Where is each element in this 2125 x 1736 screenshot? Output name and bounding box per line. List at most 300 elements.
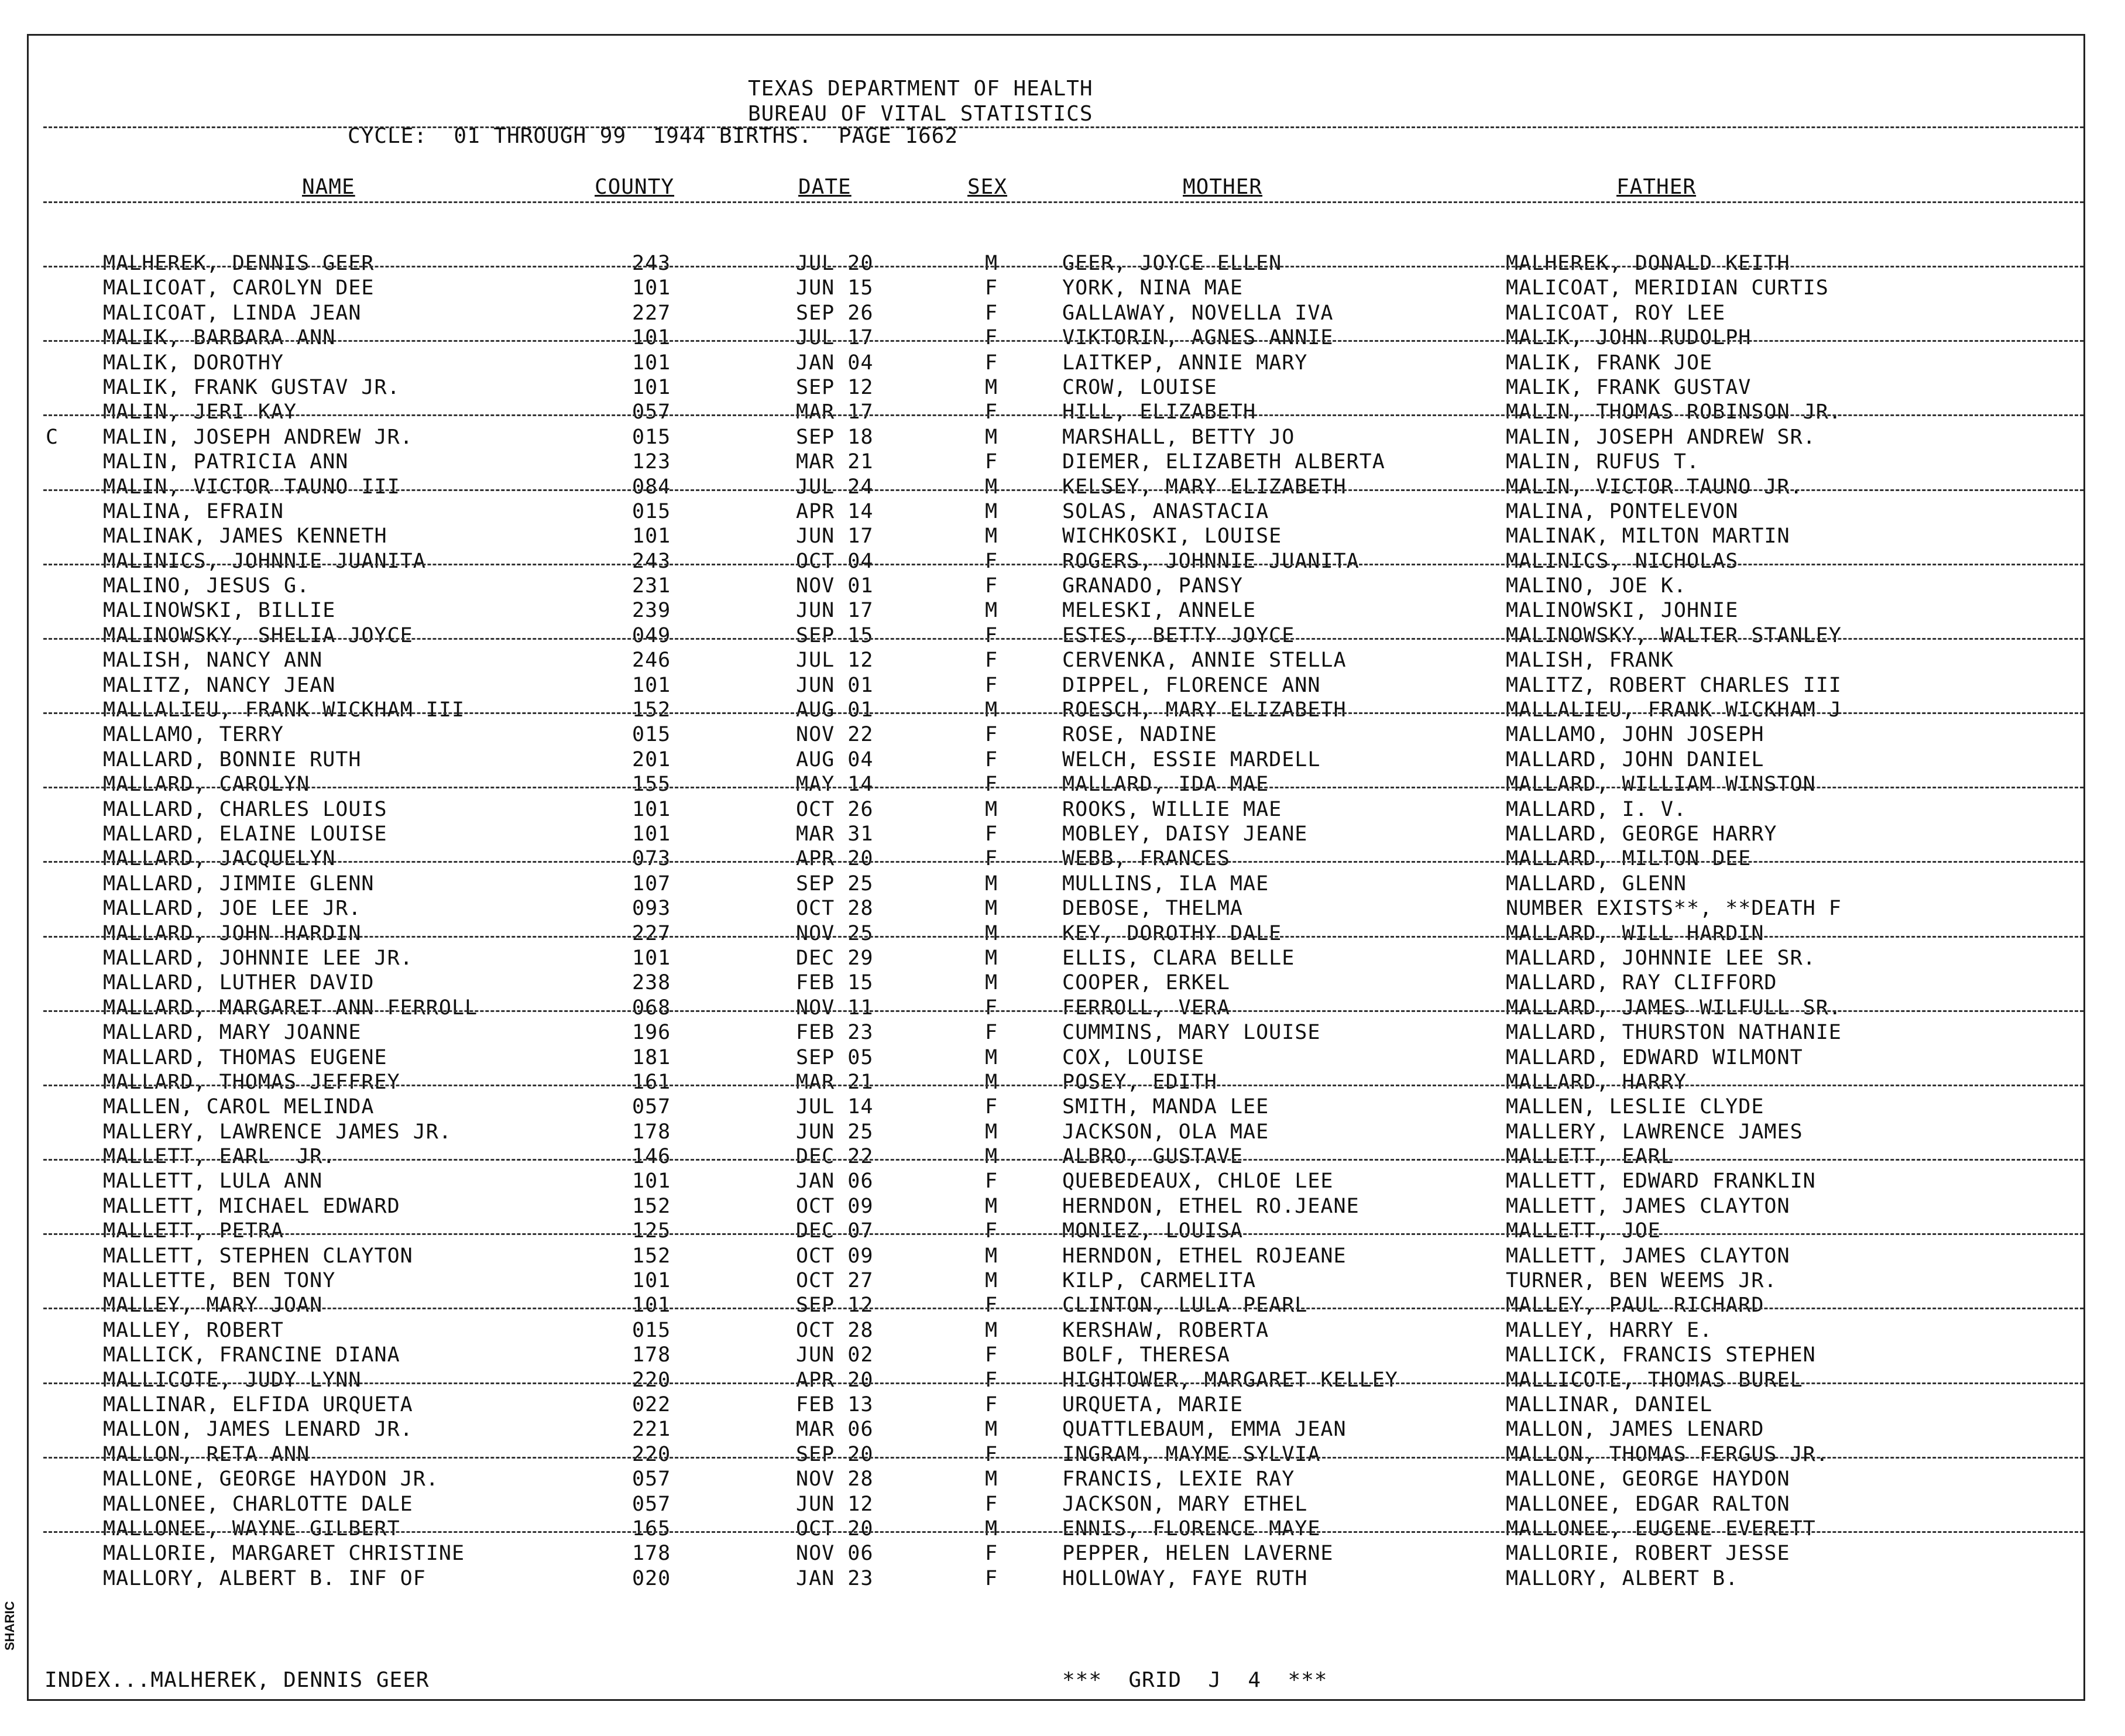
record-sex: F	[985, 1343, 998, 1367]
record-sex: F	[985, 1492, 998, 1516]
record-mother: MULLINS, ILA MAE	[1062, 872, 1269, 896]
record-name: MALLARD, BONNIE RUTH	[103, 747, 362, 771]
record-father: MALLARD, GEORGE HARRY	[1506, 822, 1777, 846]
record-mother: MALLARD, IDA MAE	[1062, 773, 1269, 797]
record-name: MALLETT, PETRA	[103, 1219, 284, 1243]
record-county: 101	[632, 375, 671, 399]
record-date: JUN 17	[796, 599, 874, 623]
record-row	[0, 500, 2125, 524]
record-name: MALLARD, JIMMIE GLENN	[103, 872, 375, 896]
record-mother: ENNIS, FLORENCE MAYE	[1062, 1517, 1321, 1541]
record-county: 101	[632, 351, 671, 375]
record-name: MALLEN, CAROL MELINDA	[103, 1095, 375, 1119]
record-sex: F	[985, 996, 998, 1020]
record-row	[0, 872, 2125, 897]
record-row	[0, 1368, 2125, 1393]
record-mother: LAITKEP, ANNIE MARY	[1062, 351, 1308, 375]
record-sex: F	[985, 351, 998, 375]
record-sex: F	[985, 1095, 998, 1119]
record-sex: F	[985, 649, 998, 673]
record-mother: MELESKI, ANNELE	[1062, 599, 1257, 623]
record-row	[0, 276, 2125, 301]
record-father: MALIN, THOMAS ROBINSON JR.	[1506, 400, 1842, 424]
record-name: MALLARD, JACQUELYN	[103, 847, 336, 871]
record-county: 152	[632, 1244, 671, 1268]
record-row	[0, 748, 2125, 773]
row-group-divider	[43, 787, 2083, 788]
record-date: JUL 17	[796, 326, 874, 350]
record-sex: M	[985, 252, 998, 275]
record-county: 015	[632, 499, 671, 523]
record-flag: C	[46, 425, 59, 449]
record-sex: M	[985, 1244, 998, 1268]
record-county: 161	[632, 1070, 671, 1094]
record-row	[0, 574, 2125, 599]
record-name: MALLARD, JOE LEE JR.	[103, 897, 362, 921]
record-sex: F	[985, 1294, 998, 1318]
record-name: MALICOAT, CAROLYN DEE	[103, 276, 375, 300]
record-sex: F	[985, 1442, 998, 1466]
record-mother: ROOKS, WILLIE MAE	[1062, 797, 1282, 821]
column-header-sex: SEX	[967, 175, 1008, 199]
record-father: MALLETT, JAMES CLAYTON	[1506, 1194, 1790, 1218]
record-county: 101	[632, 276, 671, 300]
record-name: MALLONE, GEORGE HAYDON JR.	[103, 1467, 439, 1491]
header-cycle: CYCLE: 01 THROUGH 99 1944 BIRTHS. PAGE 1662	[348, 124, 958, 148]
record-mother: CLINTON, LULA PEARL	[1062, 1294, 1308, 1318]
record-father: MALITZ, ROBERT CHARLES III	[1506, 673, 1842, 697]
record-sex: M	[985, 872, 998, 896]
record-name: MALIN, PATRICIA ANN	[103, 450, 349, 474]
record-name: MALLICK, FRANCINE DIANA	[103, 1343, 400, 1367]
record-name: MALLARD, JOHN HARDIN	[103, 921, 362, 945]
record-date: AUG 04	[796, 747, 874, 771]
record-row	[0, 524, 2125, 549]
record-sex: M	[985, 1194, 998, 1218]
record-father: MALISH, FRANK	[1506, 649, 1674, 673]
record-row	[0, 1219, 2125, 1244]
record-sex: M	[985, 698, 998, 722]
record-row	[0, 1120, 2125, 1145]
record-row	[0, 1443, 2125, 1467]
record-row	[0, 599, 2125, 623]
record-date: MAR 21	[796, 1070, 874, 1094]
record-row	[0, 450, 2125, 475]
record-father: MALLEY, PAUL RICHARD	[1506, 1294, 1764, 1318]
record-name: MALLARD, CAROLYN	[103, 773, 310, 797]
record-date: SEP 05	[796, 1045, 874, 1069]
record-sex: M	[985, 1467, 998, 1491]
record-name: MALLEY, ROBERT	[103, 1318, 284, 1342]
record-name: MALLARD, JOHNNIE LEE JR.	[103, 946, 413, 970]
record-name: MALLINAR, ELFIDA URQUETA	[103, 1392, 413, 1416]
record-mother: BOLF, THERESA	[1062, 1343, 1230, 1367]
record-row	[0, 1169, 2125, 1194]
row-group-divider	[43, 936, 2083, 938]
record-mother: INGRAM, MAYME SYLVIA	[1062, 1442, 1321, 1466]
record-father: MALLARD, JAMES WILFULL SR.	[1506, 996, 1842, 1020]
record-row	[0, 550, 2125, 574]
record-sex: F	[985, 847, 998, 871]
record-name: MALLALIEU, FRANK WICKHAM III	[103, 698, 465, 722]
record-sex: F	[985, 773, 998, 797]
record-date: APR 20	[796, 1368, 874, 1392]
record-county: 057	[632, 400, 671, 424]
record-county: 227	[632, 301, 671, 325]
record-row	[0, 822, 2125, 847]
record-date: DEC 07	[796, 1219, 874, 1243]
record-mother: COOPER, ERKEL	[1062, 971, 1230, 995]
record-sex: F	[985, 1566, 998, 1590]
record-mother: FRANCIS, LEXIE RAY	[1062, 1467, 1295, 1491]
footer-index: INDEX...MALHEREK, DENNIS GEER	[44, 1668, 430, 1692]
record-county: 201	[632, 747, 671, 771]
record-sex: M	[985, 1318, 998, 1342]
record-mother: WEBB, FRANCES	[1062, 847, 1230, 871]
record-date: JAN 04	[796, 351, 874, 375]
record-county: 101	[632, 1294, 671, 1318]
record-county: 101	[632, 673, 671, 697]
record-sex: F	[985, 623, 998, 647]
record-date: OCT 20	[796, 1517, 874, 1541]
record-name: MALLAMO, TERRY	[103, 723, 284, 747]
record-father: MALINOWSKY, WALTER STANLEY	[1506, 623, 1842, 647]
record-mother: PEPPER, HELEN LAVERNE	[1062, 1542, 1334, 1566]
record-county: 221	[632, 1418, 671, 1442]
header-bureau: BUREAU OF VITAL STATISTICS	[748, 102, 1093, 126]
record-sex: F	[985, 1392, 998, 1416]
record-father: MALLONEE, EUGENE EVERETT	[1506, 1517, 1816, 1541]
record-row	[0, 1269, 2125, 1294]
record-county: 057	[632, 1095, 671, 1119]
record-row	[0, 897, 2125, 921]
record-mother: DIEMER, ELIZABETH ALBERTA	[1062, 450, 1385, 474]
record-row	[0, 773, 2125, 797]
record-name: MALLETT, EARL JR.	[103, 1145, 336, 1169]
record-row	[0, 1542, 2125, 1566]
record-name: MALINOWSKI, BILLIE	[103, 599, 336, 623]
record-name: MALLONEE, WAYNE GILBERT	[103, 1517, 400, 1541]
record-county: 246	[632, 649, 671, 673]
record-mother: HILL, ELIZABETH	[1062, 400, 1257, 424]
record-mother: ROGERS, JOHNNIE JUANITA	[1062, 549, 1360, 573]
record-name: MALLERY, LAWRENCE JAMES JR.	[103, 1120, 452, 1144]
record-sex: M	[985, 599, 998, 623]
record-row	[0, 649, 2125, 673]
record-name: MALLETT, STEPHEN CLAYTON	[103, 1244, 413, 1268]
record-mother: MOBLEY, DAISY JEANE	[1062, 822, 1308, 846]
record-county: 181	[632, 1045, 671, 1069]
record-mother: QUATTLEBAUM, EMMA JEAN	[1062, 1418, 1347, 1442]
record-county: 152	[632, 1194, 671, 1218]
record-father: MALLEN, LESLIE CLYDE	[1506, 1095, 1764, 1119]
record-date: NOV 25	[796, 921, 874, 945]
record-name: MALLARD, ELAINE LOUISE	[103, 822, 387, 846]
record-father: MALLALIEU, FRANK WICKHAM J	[1506, 698, 1842, 722]
record-date: OCT 28	[796, 1318, 874, 1342]
record-date: FEB 15	[796, 971, 874, 995]
record-row	[0, 723, 2125, 747]
record-name: MALHEREK, DENNIS GEER	[103, 252, 375, 275]
row-group-divider	[43, 1382, 2083, 1384]
record-sex: F	[985, 326, 998, 350]
record-father: MALLARD, GLENN	[1506, 872, 1687, 896]
column-header-father: FATHER	[1616, 175, 1697, 199]
record-date: FEB 13	[796, 1392, 874, 1416]
record-mother: WELCH, ESSIE MARDELL	[1062, 747, 1321, 771]
record-name: MALINO, JESUS G.	[103, 574, 310, 598]
record-name: MALLARD, MARY JOANNE	[103, 1021, 362, 1045]
record-county: 231	[632, 574, 671, 598]
record-father: MALLARD, JOHNNIE LEE SR.	[1506, 946, 1816, 970]
record-mother: HOLLOWAY, FAYE RUTH	[1062, 1566, 1308, 1590]
record-mother: GEER, JOYCE ELLEN	[1062, 252, 1282, 275]
record-row	[0, 1095, 2125, 1120]
birth-record-list	[0, 252, 2125, 1591]
record-name: MALLEY, MARY JOAN	[103, 1294, 323, 1318]
record-county: 015	[632, 1318, 671, 1342]
row-group-divider	[43, 712, 2083, 714]
record-county: 146	[632, 1145, 671, 1169]
record-father: MALLARD, JOHN DANIEL	[1506, 747, 1764, 771]
record-father: MALLARD, THURSTON NATHANIE	[1506, 1021, 1842, 1045]
record-date: SEP 25	[796, 872, 874, 896]
record-name: MALLORIE, MARGARET CHRISTINE	[103, 1542, 465, 1566]
row-group-divider	[43, 340, 2083, 342]
record-mother: JACKSON, MARY ETHEL	[1062, 1492, 1308, 1516]
record-date: JUN 25	[796, 1120, 874, 1144]
record-county: 178	[632, 1542, 671, 1566]
record-date: SEP 26	[796, 301, 874, 325]
record-father: MALLICK, FRANCIS STEPHEN	[1506, 1343, 1816, 1367]
record-father: MALLINAR, DANIEL	[1506, 1392, 1713, 1416]
record-row	[0, 922, 2125, 946]
record-sex: M	[985, 1517, 998, 1541]
record-date: JAN 23	[796, 1566, 874, 1590]
record-father: MALIN, JOSEPH ANDREW SR.	[1506, 425, 1816, 449]
record-father: MALLARD, WILLIAM WINSTON	[1506, 773, 1816, 797]
record-row	[0, 1343, 2125, 1368]
record-county: 084	[632, 475, 671, 499]
header-department: TEXAS DEPARTMENT OF HEALTH	[748, 77, 1093, 101]
record-name: MALIK, BARBARA ANN	[103, 326, 336, 350]
record-sex: M	[985, 1120, 998, 1144]
record-name: MALLETTE, BEN TONY	[103, 1269, 336, 1293]
record-row	[0, 1021, 2125, 1045]
record-date: MAR 06	[796, 1418, 874, 1442]
record-row	[0, 674, 2125, 698]
record-sex: M	[985, 897, 998, 921]
record-name: MALLARD, MARGARET ANN FERROLL	[103, 996, 478, 1020]
row-group-divider	[43, 861, 2083, 863]
record-name: MALISH, NANCY ANN	[103, 649, 323, 673]
record-name: MALLICOTE, JUDY LYNN	[103, 1368, 362, 1392]
record-date: MAY 14	[796, 773, 874, 797]
record-sex: M	[985, 1045, 998, 1069]
record-sex: M	[985, 425, 998, 449]
record-name: MALLON, RETA ANN	[103, 1442, 310, 1466]
record-mother: CUMMINS, MARY LOUISE	[1062, 1021, 1321, 1045]
record-name: MALLARD, LUTHER DAVID	[103, 971, 375, 995]
record-mother: URQUETA, MARIE	[1062, 1392, 1244, 1416]
record-county: 178	[632, 1343, 671, 1367]
record-county: 220	[632, 1368, 671, 1392]
record-sex: F	[985, 1542, 998, 1566]
record-date: OCT 09	[796, 1194, 874, 1218]
record-county: 243	[632, 549, 671, 573]
record-sex: M	[985, 971, 998, 995]
record-county: 227	[632, 921, 671, 945]
record-mother: FERROLL, VERA	[1062, 996, 1230, 1020]
record-row	[0, 946, 2125, 971]
record-sex: M	[985, 1070, 998, 1094]
record-county: 123	[632, 450, 671, 474]
record-row	[0, 698, 2125, 723]
record-date: OCT 09	[796, 1244, 874, 1268]
record-sex: F	[985, 822, 998, 846]
record-row	[0, 351, 2125, 376]
record-sex: M	[985, 499, 998, 523]
row-group-divider	[43, 564, 2083, 565]
record-county: 068	[632, 996, 671, 1020]
record-mother: KELSEY, MARY ELIZABETH	[1062, 475, 1347, 499]
record-mother: JACKSON, OLA MAE	[1062, 1120, 1269, 1144]
column-header-mother: MOTHER	[1183, 175, 1263, 199]
record-date: NOV 28	[796, 1467, 874, 1491]
record-row	[0, 1071, 2125, 1095]
record-sex: F	[985, 1368, 998, 1392]
record-row	[0, 475, 2125, 500]
record-father: MALINOWSKI, JOHNIE	[1506, 599, 1739, 623]
record-father: MALLETT, EARL	[1506, 1145, 1674, 1169]
record-county: 057	[632, 1467, 671, 1491]
record-county: 101	[632, 822, 671, 846]
record-county: 101	[632, 1169, 671, 1193]
record-county: 101	[632, 524, 671, 548]
record-sex: M	[985, 797, 998, 821]
record-name: MALINICS, JOHNNIE JUANITA	[103, 549, 426, 573]
record-mother: MONIEZ, LOUISA	[1062, 1219, 1244, 1243]
record-row	[0, 301, 2125, 326]
record-date: DEC 29	[796, 946, 874, 970]
record-father: MALLARD, HARRY	[1506, 1070, 1687, 1094]
record-row	[0, 1493, 2125, 1517]
row-group-divider	[43, 489, 2083, 491]
record-father: MALLONE, GEORGE HAYDON	[1506, 1467, 1790, 1491]
record-mother: POSEY, EDITH	[1062, 1070, 1217, 1094]
record-sex: F	[985, 400, 998, 424]
record-father: NUMBER EXISTS**, **DEATH F	[1506, 897, 1842, 921]
record-mother: GRANADO, PANSY	[1062, 574, 1244, 598]
record-county: 243	[632, 252, 671, 275]
record-mother: CERVENKA, ANNIE STELLA	[1062, 649, 1347, 673]
side-label: SHARIC	[2, 1601, 17, 1651]
record-mother: WICHKOSKI, LOUISE	[1062, 524, 1282, 548]
record-name: MALLETT, LULA ANN	[103, 1169, 323, 1193]
record-father: MALLARD, RAY CLIFFORD	[1506, 971, 1777, 995]
record-date: OCT 28	[796, 897, 874, 921]
record-date: SEP 12	[796, 375, 874, 399]
record-county: 101	[632, 797, 671, 821]
record-row	[0, 971, 2125, 996]
record-date: NOV 06	[796, 1542, 874, 1566]
record-county: 057	[632, 1492, 671, 1516]
record-date: SEP 18	[796, 425, 874, 449]
record-county: 125	[632, 1219, 671, 1243]
record-father: MALLETT, EDWARD FRANKLIN	[1506, 1169, 1816, 1193]
record-name: MALIK, DOROTHY	[103, 351, 284, 375]
record-father: MALLERY, LAWRENCE JAMES	[1506, 1120, 1803, 1144]
record-father: MALLORY, ALBERT B.	[1506, 1566, 1739, 1590]
record-date: JUN 15	[796, 276, 874, 300]
record-name: MALINOWSKY, SHELIA JOYCE	[103, 623, 413, 647]
record-father: MALIK, FRANK JOE	[1506, 351, 1713, 375]
row-group-divider	[43, 1010, 2083, 1012]
record-county: 101	[632, 326, 671, 350]
record-mother: VIKTORIN, AGNES ANNIE	[1062, 326, 1334, 350]
row-group-divider	[43, 1531, 2083, 1533]
record-date: JUN 01	[796, 673, 874, 697]
record-date: APR 14	[796, 499, 874, 523]
record-date: NOV 01	[796, 574, 874, 598]
record-row	[0, 996, 2125, 1021]
record-row	[0, 1294, 2125, 1318]
record-name: MALLARD, THOMAS JEFFREY	[103, 1070, 400, 1094]
row-group-divider	[43, 266, 2083, 267]
record-date: APR 20	[796, 847, 874, 871]
record-mother: HERNDON, ETHEL RO.JEANE	[1062, 1194, 1360, 1218]
record-county: 020	[632, 1566, 671, 1590]
record-name: MALIK, FRANK GUSTAV JR.	[103, 375, 400, 399]
record-father: MALLARD, MILTON DEE	[1506, 847, 1752, 871]
record-father: MALICOAT, MERIDIAN CURTIS	[1506, 276, 1829, 300]
record-county: 107	[632, 872, 671, 896]
record-father: MALIK, JOHN RUDOLPH	[1506, 326, 1752, 350]
record-name: MALLARD, THOMAS EUGENE	[103, 1045, 387, 1069]
record-date: JUL 20	[796, 252, 874, 275]
record-sex: M	[985, 524, 998, 548]
record-row	[0, 376, 2125, 400]
column-header-divider	[43, 201, 2083, 203]
record-mother: ROSE, NADINE	[1062, 723, 1217, 747]
record-sex: F	[985, 723, 998, 747]
record-county: 049	[632, 623, 671, 647]
record-county: 093	[632, 897, 671, 921]
record-father: MALLARD, WILL HARDIN	[1506, 921, 1764, 945]
record-date: NOV 22	[796, 723, 874, 747]
record-sex: F	[985, 574, 998, 598]
record-row	[0, 1418, 2125, 1442]
record-mother: KEY, DOROTHY DALE	[1062, 921, 1282, 945]
record-county: 220	[632, 1442, 671, 1466]
record-date: SEP 12	[796, 1294, 874, 1318]
row-group-divider	[43, 1085, 2083, 1086]
record-sex: M	[985, 946, 998, 970]
record-name: MALINA, EFRAIN	[103, 499, 284, 523]
row-group-divider	[43, 1233, 2083, 1235]
record-date: JAN 06	[796, 1169, 874, 1193]
record-name: MALLORY, ALBERT B. INF OF	[103, 1566, 426, 1590]
record-name: MALIN, VICTOR TAUNO III	[103, 475, 400, 499]
record-father: MALLONEE, EDGAR RALTON	[1506, 1492, 1790, 1516]
record-sex: F	[985, 1169, 998, 1193]
record-county: 239	[632, 599, 671, 623]
record-date: JUN 17	[796, 524, 874, 548]
record-row	[0, 1567, 2125, 1591]
record-sex: M	[985, 475, 998, 499]
record-date: AUG 01	[796, 698, 874, 722]
record-name: MALINAK, JAMES KENNETH	[103, 524, 387, 548]
